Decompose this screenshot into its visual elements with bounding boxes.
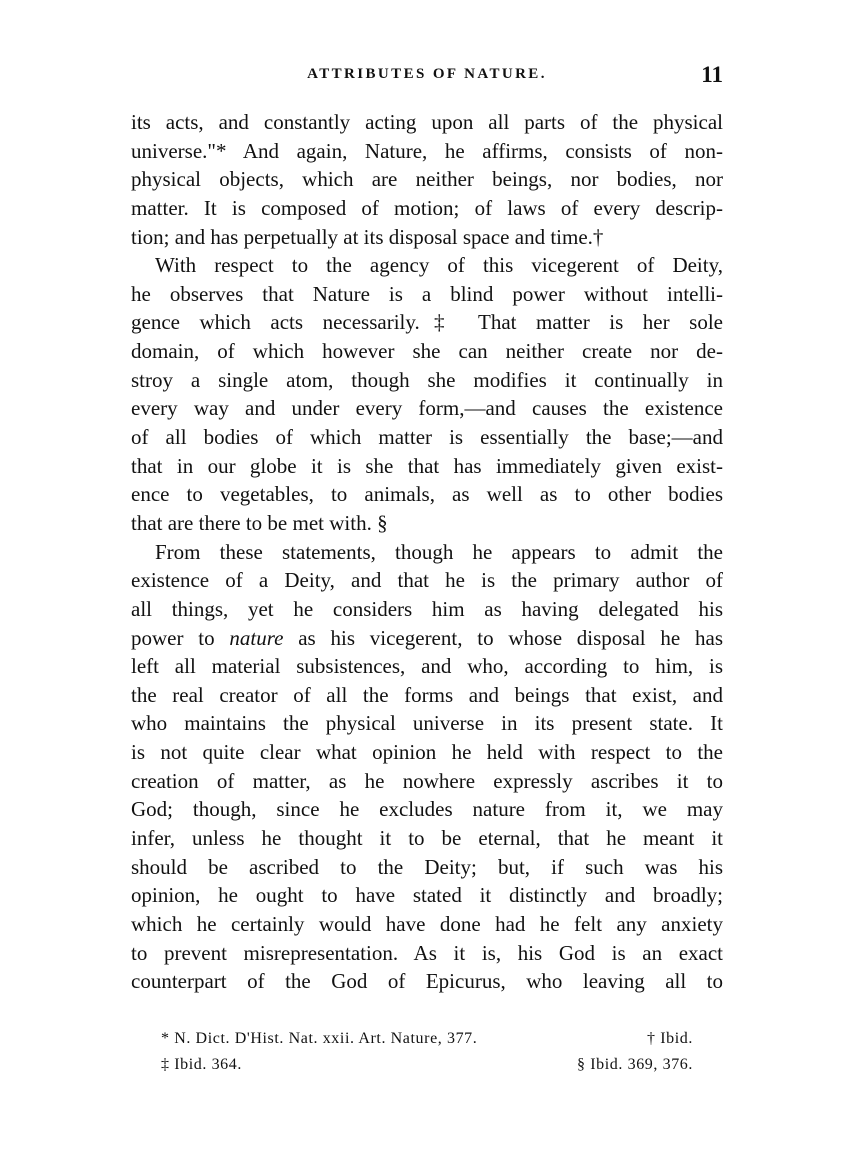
text-line: that are there to be met with. §	[131, 510, 388, 535]
footnote-dagger: † Ibid.	[647, 1030, 693, 1047]
text-line: With respect to the agency of this vicegerent of Deity,	[155, 253, 723, 278]
text-line: gence which acts necessarily.‡ That matter is her sole	[131, 310, 723, 335]
footnotes	[131, 1030, 723, 1082]
text-line: is not quite clear what opinion he held with respect to the	[131, 740, 723, 765]
text-line: creation of matter, as he nowhere expressly ascribes it to	[131, 768, 723, 793]
text-line: domain, of which however she can neither create nor de-	[131, 339, 723, 364]
text-line: infer, unless he thought it to be eternal, that he meant it	[131, 826, 723, 851]
text-line: physical objects, which are neither beings, nor bodies, nor	[131, 167, 723, 192]
text-line: opinion, he ought to have stated it distinctly and broadly;	[131, 883, 723, 908]
text-line: all things, yet he considers him as having delegated his	[131, 596, 723, 621]
text-line: the real creator of all the forms and beings that exist, and	[131, 682, 723, 707]
footnote-section: § Ibid. 369, 376.	[577, 1056, 693, 1073]
footnote-double-dagger: ‡ Ibid. 364.	[161, 1056, 242, 1073]
text-line: counterpart of the God of Epicurus, who leaving all to	[131, 969, 723, 994]
text-line: tion; and has perpetually at its disposal space and time.†	[131, 224, 604, 249]
text-line: matter. It is composed of motion; of laws of every descrip-	[131, 195, 723, 220]
italic-word: nature	[229, 625, 284, 650]
text-line: who maintains the physical universe in its present state. It	[131, 711, 723, 736]
footnote-row	[131, 1056, 723, 1082]
text-line: that in our globe it is she that has immediately given exist-	[131, 453, 723, 478]
text-line: left all material subsistences, and who, according to him, is	[131, 654, 723, 679]
footnote-row	[131, 1030, 723, 1056]
page-number: 11	[701, 62, 723, 87]
text-line: which he certainly would have done had he felt any anxiety	[131, 911, 723, 936]
body-text	[131, 108, 723, 996]
text-line: he observes that Nature is a blind power without intelli-	[131, 281, 723, 306]
text-line: existence of a Deity, and that he is the primary author of	[131, 568, 723, 593]
text-line: should be ascribed to the Deity; but, if such was his	[131, 854, 723, 879]
text-line: power to nature as his vicegerent, to whose disposal he has	[131, 625, 723, 650]
text-line: God; though, since he excludes nature from it, we may	[131, 797, 723, 822]
text-line: of all bodies of which matter is essentially the base;—and	[131, 425, 723, 450]
text-line: stroy a single atom, though she modifies it continually in	[131, 367, 723, 392]
running-title: ATTRIBUTES OF NATURE.	[307, 66, 547, 82]
text-line: universe."* And again, Nature, he affirms, consists of non-	[131, 138, 723, 163]
text-line: every way and under every form,—and causes the existence	[131, 396, 723, 421]
text-line: From these statements, though he appears to admit the	[155, 539, 723, 564]
footnote-star: * N. Dict. D'Hist. Nat. xxii. Art. Nature, 377.	[161, 1030, 478, 1047]
running-head	[131, 62, 723, 92]
text-line: to prevent misrepresentation. As it is, his God is an exact	[131, 940, 723, 965]
text-line: its acts, and constantly acting upon all parts of the physical	[131, 110, 723, 134]
text-line: ence to vegetables, to animals, as well as to other bodies	[131, 482, 723, 507]
